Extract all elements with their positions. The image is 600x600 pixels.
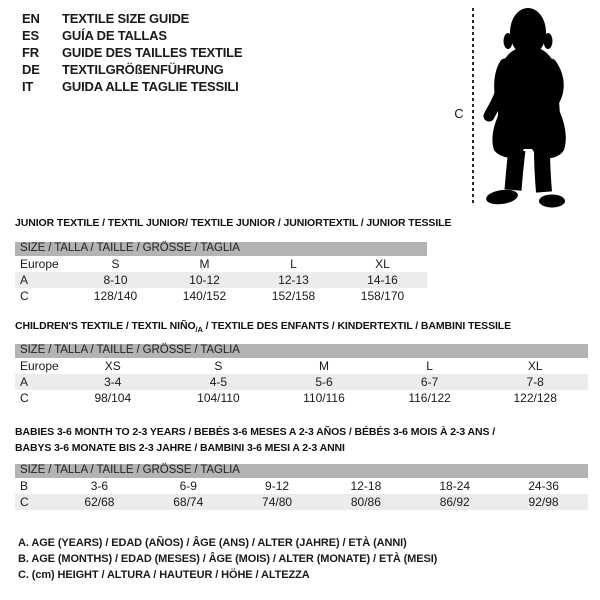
guide-title-fr: GUIDE DES TAILLES TEXTILE <box>62 45 243 60</box>
age-cell: 5-6 <box>271 374 377 390</box>
height-cell: 116/122 <box>408 391 451 405</box>
guide-title-en: TEXTILE SIZE GUIDE <box>62 11 190 26</box>
height-cell: 140/152 <box>182 289 227 303</box>
note-height-cm: C. (cm) HEIGHT / ALTURA / HAUTEUR / HÖHE / ALTEZZA <box>18 569 310 581</box>
height-measure-dashed-line <box>472 8 474 206</box>
size-header: SIZE / TALLA / TAILLE / GRÖSSE / TAGLIA <box>15 344 588 358</box>
height-cell: 110/116 <box>303 391 345 405</box>
table-header-row <box>15 344 588 358</box>
age-cell: 6-7 <box>377 374 483 390</box>
row-label: Europe <box>20 359 59 373</box>
table-row <box>15 390 588 406</box>
language-row <box>22 78 242 95</box>
size-header: SIZE / TALLA / TAILLE / GRÖSSE / TAGLIA <box>15 464 588 478</box>
height-measure-label: C <box>454 106 464 121</box>
legend-notes <box>18 535 437 583</box>
age-cell: 10-12 <box>160 272 249 288</box>
size-cell: M <box>199 257 210 271</box>
language-row <box>22 44 242 61</box>
table-row <box>15 494 588 510</box>
row-label: C <box>20 391 29 405</box>
row-label: A <box>15 272 71 288</box>
height-cell: 158/170 <box>360 289 405 303</box>
row-label: C <box>15 494 55 510</box>
row-label: B <box>20 479 29 493</box>
age-cell: 6-9 <box>179 479 197 493</box>
height-cell: 104/110 <box>197 391 240 405</box>
guide-title-de: TEXTILGRÖßENFÜHRUNG <box>62 62 224 77</box>
height-cell: 152/158 <box>271 289 316 303</box>
table-header-row <box>15 464 588 478</box>
language-guide-list <box>22 10 242 95</box>
height-cell: 86/92 <box>410 494 499 510</box>
height-cell: 92/98 <box>499 494 588 510</box>
size-cell: L <box>290 257 297 271</box>
height-cell: 98/104 <box>94 391 132 405</box>
table-header-row <box>15 242 427 256</box>
language-code: DE <box>22 62 40 77</box>
size-cell: XL <box>527 359 543 373</box>
age-cell: 12-13 <box>249 272 338 288</box>
language-row <box>22 61 242 78</box>
size-cell: S <box>214 359 223 373</box>
size-cell: L <box>426 359 433 373</box>
age-cell: 18-24 <box>439 479 471 493</box>
height-cell: 62/68 <box>55 494 144 510</box>
language-code: FR <box>22 45 39 60</box>
table-row <box>15 358 588 374</box>
age-cell: 12-18 <box>350 479 382 493</box>
size-cell: S <box>111 257 120 271</box>
guide-title-it: GUIDA ALLE TAGLIE TESSILI <box>62 79 239 94</box>
row-label: A <box>15 374 60 390</box>
age-cell: 3-4 <box>60 374 166 390</box>
language-code: ES <box>22 28 39 43</box>
babies-table-title <box>15 424 495 456</box>
language-row <box>22 10 242 27</box>
babies-title-line2: BABYS 3-6 MONATE BIS 2-3 JAHRE / BAMBINI 3-6 MESI A 2-3 ANNI <box>15 442 345 454</box>
note-age-years: A. AGE (YEARS) / EDAD (AÑOS) / ÂGE (ANS) / ALTER (JAHRE) / ETÀ (ANNI) <box>18 537 407 549</box>
age-cell: 7-8 <box>482 374 588 390</box>
age-cell: 3-6 <box>90 479 109 493</box>
height-cell: 80/86 <box>321 494 410 510</box>
table-row <box>15 256 427 272</box>
height-cell: 128/140 <box>93 289 138 303</box>
row-label: C <box>20 289 29 303</box>
baby-silhouette-icon <box>480 0 600 215</box>
table-row <box>15 272 427 288</box>
children-table-title <box>15 320 511 334</box>
size-header: SIZE / TALLA / TAILLE / GRÖSSE / TAGLIA <box>15 242 427 256</box>
age-cell: 4-5 <box>166 374 272 390</box>
children-title-suffix: / TEXTILE DES ENFANTS / KINDERTEXTIL / BAMBINI TESSILE <box>202 320 512 332</box>
size-cell: XS <box>104 359 121 373</box>
children-title-subscript: /A <box>195 325 203 335</box>
age-cell: 8-10 <box>71 272 160 288</box>
height-cell: 68/74 <box>144 494 233 510</box>
junior-size-table <box>15 242 427 304</box>
size-cell: XL <box>375 257 390 271</box>
age-cell: 9-12 <box>265 479 290 493</box>
height-cell: 122/128 <box>513 391 557 405</box>
babies-size-table <box>15 464 588 510</box>
language-code: EN <box>22 11 40 26</box>
language-row <box>22 27 242 44</box>
language-code: IT <box>22 79 34 94</box>
table-row <box>15 288 427 304</box>
table-row <box>15 374 588 390</box>
row-label: Europe <box>20 257 59 271</box>
table-row <box>15 478 588 494</box>
height-cell: 74/80 <box>233 494 322 510</box>
age-cell: 14-16 <box>338 272 427 288</box>
note-age-months: B. AGE (MONTHS) / EDAD (MESES) / ÂGE (MOIS) / ALTER (MONATE) / ETÀ (MESI) <box>18 553 438 565</box>
babies-title-line1: BABIES 3-6 MONTH TO 2-3 YEARS / BEBÉS 3-6 MESES A 2-3 AÑOS / BÉBÉS 3-6 MOIS À 2-3 ANS / <box>15 426 496 438</box>
age-cell: 24-36 <box>528 479 559 493</box>
guide-title-es: GUÍA DE TALLAS <box>62 28 167 43</box>
junior-table-title: JUNIOR TEXTILE / TEXTIL JUNIOR/ TEXTILE JUNIOR / JUNIORTEXTIL / JUNIOR TESSILE <box>15 217 452 229</box>
size-cell: M <box>318 359 329 373</box>
children-title-prefix: CHILDREN'S TEXTILE / TEXTIL NIÑO <box>15 320 196 332</box>
children-size-table <box>15 344 588 406</box>
